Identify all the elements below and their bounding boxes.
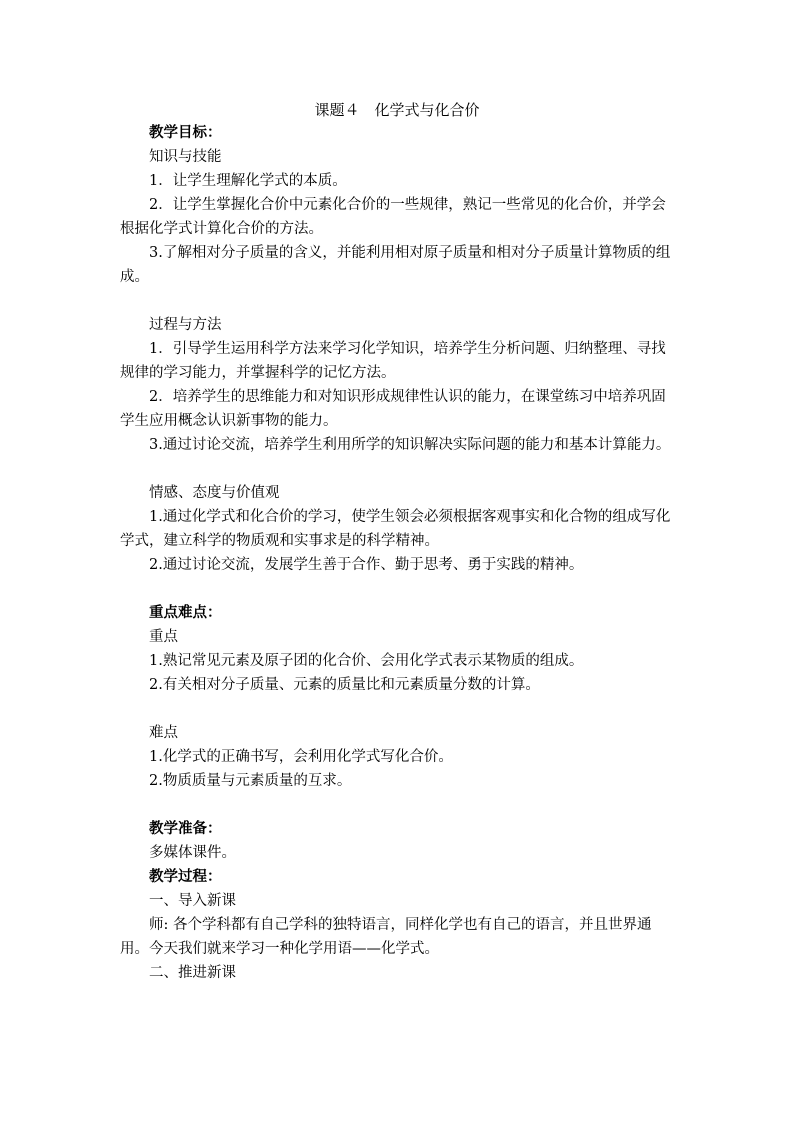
step-two: 二、推进新课 <box>149 965 236 981</box>
spacer <box>120 577 676 601</box>
key-heading: 重点难点： <box>149 604 222 621</box>
prep-text: 多媒体课件。 <box>149 845 236 861</box>
process-item: 3.通过讨论交流，培养学生利用所学的知识解决实际问题的能力和基本计算能力。 <box>149 437 671 453</box>
emotion-heading: 情感、态度与价值观 <box>149 485 280 501</box>
procedure-heading: 教学过程： <box>149 868 222 885</box>
knowledge-item: 2．让学生掌握化合价中元素化合价的一些规律，熟记一些常见的化合价，并学会根据化学式计算化合价的方法。 <box>120 197 666 237</box>
lesson-title: 课题４ 化学式与化合价 <box>314 101 480 119</box>
emotion-item: 2.通过讨论交流，发展学生善于合作、勤于思考、勇于实践的精神。 <box>149 557 584 573</box>
process-heading: 过程与方法 <box>149 317 222 333</box>
spacer <box>120 289 676 313</box>
key-item: 2.有关相对分子质量、元素的质量比和元素质量分数的计算。 <box>149 677 540 693</box>
step-one: 一、导入新课 <box>149 893 236 909</box>
prep-heading: 教学准备： <box>149 820 222 837</box>
goals-heading: 教学目标： <box>149 124 222 141</box>
spacer <box>120 793 676 817</box>
difficult-subheading: 难点 <box>149 725 178 741</box>
process-item: 1．引导学生运用科学方法来学习化学知识，培养学生分析问题、归纳整理、寻找规律的学习能力，并掌握科学的记忆方法。 <box>120 341 666 381</box>
spacer <box>120 697 676 721</box>
knowledge-item: 3.了解相对分子质量的含义，并能利用相对原子质量和相对分子质量计算物质的组成。 <box>120 245 671 285</box>
emotion-item: 1.通过化学式和化合价的学习，使学生领会必须根据客观事实和化合物的组成写化学式，建立科学的物质观和实事求是的科学精神。 <box>120 509 671 549</box>
spacer <box>120 457 676 481</box>
difficult-item: 2.物质质量与元素质量的互求。 <box>149 773 352 789</box>
knowledge-item: 1．让学生理解化学式的本质。 <box>149 173 347 189</box>
lesson-content <box>120 121 676 985</box>
process-item: 2．培养学生的思维能力和对知识形成规律性认识的能力，在课堂练习中培养巩固学生应用概念认识新事物的能力。 <box>120 389 666 429</box>
teacher-text: 师: 各个学科都有自己学科的独特语言，同样化学也有自己的语言，并且世界通用。今天我们就来学习一种化学用语——化学式。 <box>120 917 652 957</box>
knowledge-heading: 知识与技能 <box>149 149 222 165</box>
difficult-item: 1.化学式的正确书写，会利用化学式写化合价。 <box>149 749 453 765</box>
key-item: 1.熟记常见元素及原子团的化合价、会用化学式表示某物质的组成。 <box>149 653 584 669</box>
key-subheading: 重点 <box>149 629 178 645</box>
